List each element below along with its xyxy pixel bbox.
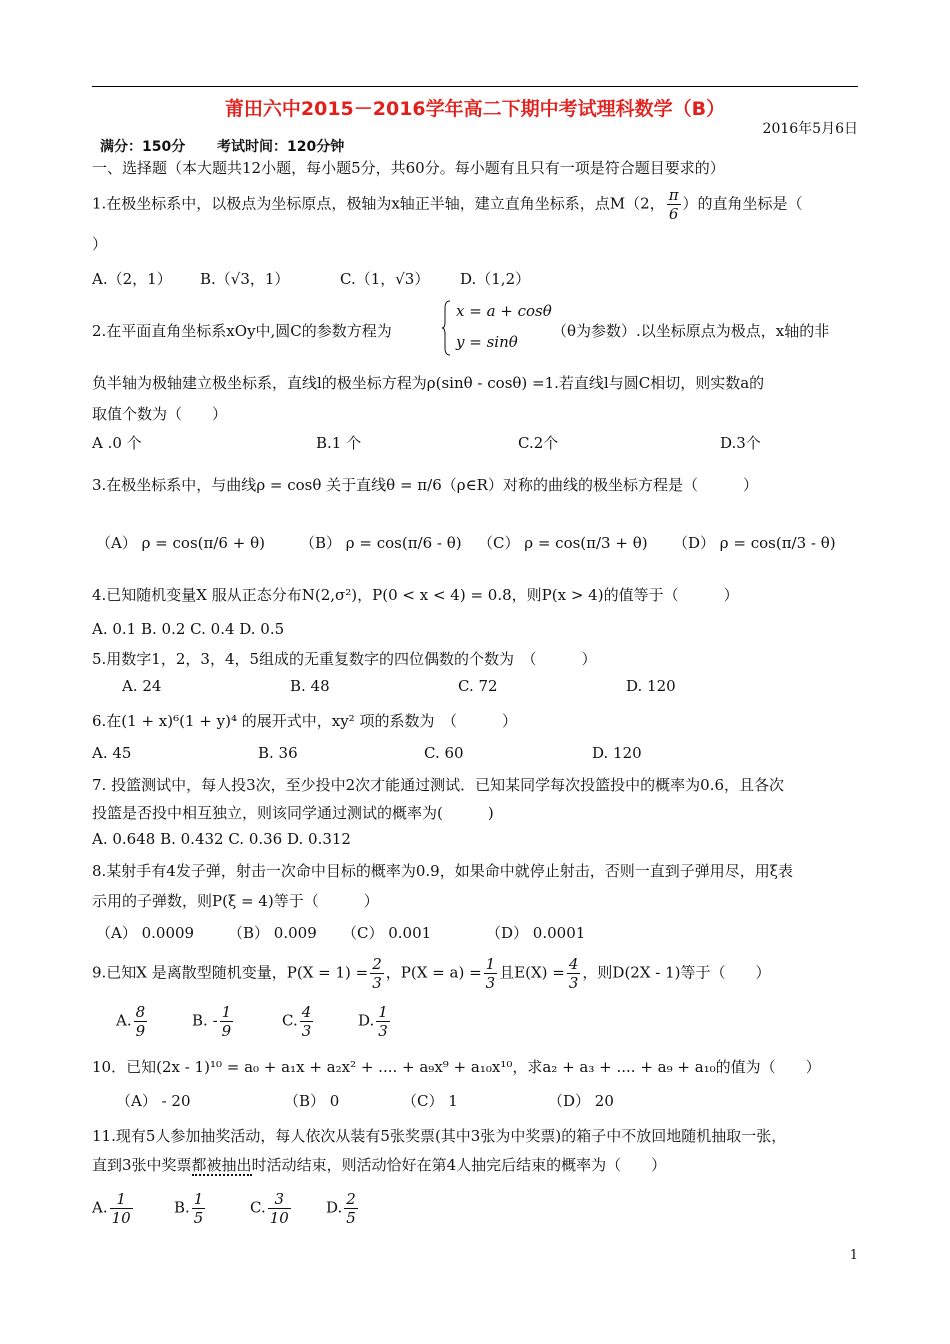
q9-option-b: B. - $\frac{1}{9}$ (192, 1003, 232, 1040)
q1-text-a: 1.在极坐标系中，以极点为坐标原点，极轴为x轴正半轴，建立直角坐标系，点M（2， (92, 194, 665, 213)
q7-options: A. 0.648 B. 0.432 C. 0.36 D. 0.312 (92, 830, 351, 848)
meta-line (100, 136, 344, 156)
question-5: 5.用数字1，2，3，4，5组成的无重复数字的四位偶数的个数为 （ ） (92, 650, 597, 668)
q5-option-a: A. 24 (122, 677, 162, 695)
time-label: 考试时间：120分钟 (216, 139, 345, 155)
q2-option-a: A .0 个 (92, 434, 142, 452)
q10-option-a: （A） - 20 (116, 1092, 191, 1110)
question-9: 9.已知X 是离散型随机变量，P(X = 1) = $\frac{2}{3}$ ，P(X = a) = $\frac{1}{3}$ 且E(X) = $\frac{4}{3}$ ，则D(2X - 1)等于（ ） (92, 955, 771, 992)
question-4: 4.已知随机变量X 服从正态分布N(2,σ²)，P(0 < x < 4) = 0.8，则P(x > 4)的值等于（ ） (92, 586, 739, 604)
q11-option-b: B. $\frac{1}{5}$ (174, 1190, 204, 1227)
q3-option-c: （C） ρ = cos(π/3 + θ) (478, 534, 648, 552)
q11-option-a: A. $\frac{1}{10}$ (92, 1190, 131, 1227)
q9-option-c: C. $\frac{4}{3}$ (282, 1003, 312, 1040)
q6-option-a: A. 45 (92, 744, 132, 762)
question-3: 3.在极坐标系中，与曲线ρ = cosθ 关于直线θ = π/6（ρ∈R）对称的曲线的极坐标方程是（ ） (92, 476, 758, 494)
q8-line-1: 8.某射手有4发子弹，射击一次命中目标的概率为0.9，如果命中就停止射击，否则一直到子弹用尽，用ξ表 (92, 862, 793, 880)
question-6: 6.在(1 + x)⁶(1 + y)⁴ 的展开式中，xy² 项的系数为 （ ） (92, 712, 517, 730)
q1-fraction: $\frac{\pi}{6}$ (668, 186, 679, 223)
q3-option-d: （D） ρ = cos(π/3 - θ) (673, 534, 836, 552)
q6-option-d: D. 120 (592, 744, 642, 762)
q1-text-b: ）的直角坐标是（ (682, 194, 803, 213)
q6-option-c: C. 60 (424, 744, 464, 762)
header-rule (92, 86, 858, 87)
brace-icon (441, 300, 451, 356)
score-label: 满分：150分 (100, 139, 186, 155)
q8-line-2: 示用的子弹数，则P(ξ = 4)等于（ ） (92, 892, 379, 910)
q2-line-3: 取值个数为（ ） (92, 405, 228, 423)
q1-option-a: A.（2，1） (92, 270, 172, 288)
q8-option-a: （A） 0.0009 (96, 924, 195, 942)
q3-option-a: （A） ρ = cos(π/6 + θ) (96, 534, 265, 552)
q11-line-2: 直到3张中奖票都被抽出时活动结束，则活动恰好在第4人抽完后结束的概率为（ ） (92, 1156, 667, 1174)
q8-option-c: （C） 0.001 (342, 924, 432, 942)
q4-options: A. 0.1 B. 0.2 C. 0.4 D. 0.5 (92, 620, 285, 638)
q9-option-d: D. $\frac{1}{3}$ (358, 1003, 388, 1040)
q8-option-d: （D） 0.0001 (486, 924, 586, 942)
question-1 (92, 186, 803, 223)
q2-equation-1: x = a + cosθ (456, 302, 552, 320)
q2-option-b: B.1 个 (316, 434, 362, 452)
q1-close: ） (92, 235, 108, 253)
q8-option-b: （B） 0.009 (228, 924, 317, 942)
q2-option-c: C.2个 (518, 434, 559, 452)
q1-option-c: C.（1，√3） (340, 270, 430, 288)
q2-text-a: 2.在平面直角坐标系xOy中,圆C的参数方程为 (92, 322, 392, 340)
q7-line-2: 投篮是否投中相互独立，则该同学通过测试的概率为( ) (92, 804, 494, 822)
q5-option-c: C. 72 (458, 677, 498, 695)
q6-option-b: B. 36 (258, 744, 298, 762)
q10-option-c: （C） 1 (402, 1092, 458, 1110)
question-10: 10．已知(2x - 1)¹⁰ = a₀ + a₁x + a₂x² + .... + a₉x⁹ + a₁₀x¹⁰，求a₂ + a₃ + .... + a₉ + a₁₀的值为（ ） (92, 1058, 821, 1076)
q7-line-1: 7. 投篮测试中，每人投3次，至少投中2次才能通过测试．已知某同学每次投篮投中的概率为0.6，且各次 (92, 776, 785, 794)
q11-option-d: D. $\frac{2}{5}$ (326, 1190, 356, 1227)
exam-title: 莆田六中2015－2016学年高二下期中考试理科数学（B） (224, 98, 726, 120)
q2-equation-2: y = sinθ (456, 333, 518, 351)
q9-option-a: A. $\frac{8}{9}$ (116, 1003, 146, 1040)
q2-text-b: （θ为参数）.以坐标原点为极点，x轴的非 (552, 322, 830, 340)
q2-option-d: D.3个 (720, 434, 761, 452)
q11-line-1: 11.现有5人参加抽奖活动，每人依次从装有5张奖票(其中3张为中奖票)的箱子中不放回地随机抽取一张， (92, 1127, 787, 1145)
q5-option-b: B. 48 (290, 677, 330, 695)
q10-option-d: （D） 20 (548, 1092, 614, 1110)
q5-option-d: D. 120 (626, 677, 676, 695)
page-number: 1 (849, 1248, 858, 1263)
section-heading: 一、选择题（本大题共12小题，每小题5分，共60分。每小题有且只有一项是符合题目要求的） (92, 159, 725, 177)
q1-option-d: D.（1,2） (460, 270, 531, 288)
q10-option-b: （B） 0 (284, 1092, 340, 1110)
q1-option-b: B.（√3，1） (200, 270, 290, 288)
q3-option-b: （B） ρ = cos(π/6 - θ) (300, 534, 462, 552)
q11-option-c: C. $\frac{3}{10}$ (250, 1190, 289, 1227)
exam-date: 2016年5月6日 (762, 121, 858, 137)
q2-line-2: 负半轴为极轴建立极坐标系，直线l的极坐标方程为ρ(sinθ - cosθ) =1.若直线l与圆C相切，则实数a的 (92, 374, 765, 392)
